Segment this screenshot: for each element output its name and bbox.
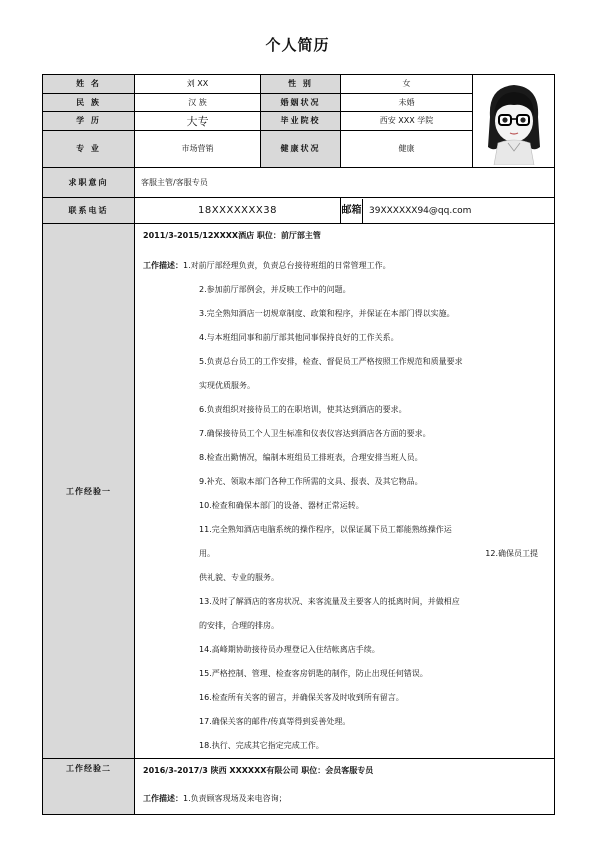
- list-item: 8.检查出勤情况，编制本班组员工排班表，合理安排当班人员。: [199, 453, 423, 462]
- list-item: 15.严格控制、管理、检查客房钥匙的制作，防止出现任何错误。: [199, 669, 428, 678]
- education-label: 学 历: [43, 112, 135, 131]
- name-value: 刘 XX: [135, 75, 261, 94]
- resume-table: [42, 74, 555, 815]
- list-item: 14.高峰期协助接待员办理登记入住结帐离店手续。: [199, 645, 380, 654]
- list-item: 2.参加前厅部例会，并反映工作中的问题。: [199, 285, 351, 294]
- list-item: [143, 542, 548, 566]
- school-value: 西安 XXX 学院: [341, 112, 473, 131]
- list-item: 3.完全熟知酒店一切规章制度、政策和程序，并保证在本部门得以实施。: [199, 309, 455, 318]
- email-cell: [341, 198, 555, 224]
- objective-value: 客服主管/客服专员: [135, 168, 555, 198]
- list-item: 6.负责组织对接待员工的在职培训，使其达到酒店的要求。: [199, 405, 407, 414]
- list-item: 1.负责顾客现场及来电咨询；: [183, 794, 287, 803]
- school-label: 毕业院校: [261, 112, 341, 131]
- email-label: 邮箱: [341, 199, 363, 223]
- list-item-text: 12.确保员工提: [485, 549, 539, 558]
- row-objective: [43, 168, 555, 198]
- avatar: [480, 77, 548, 165]
- email-value: 39XXXXXX94@qq.com: [369, 205, 472, 216]
- list-item: 实现优质服务。: [199, 381, 255, 390]
- gender-value: 女: [341, 75, 473, 94]
- photo-cell: [473, 75, 555, 168]
- health-label: 健康状况: [261, 130, 341, 167]
- list-item: 供礼貌、专业的服务。: [199, 573, 279, 582]
- phone-value: 18XXXXXXX38: [135, 198, 341, 224]
- list-item: 7.确保接待员工个人卫生标准和仪表仪容达到酒店各方面的要求。: [199, 429, 431, 438]
- list-item-text: 用。: [199, 549, 215, 558]
- marital-label: 婚姻状况: [261, 93, 341, 112]
- work1-header: 2011/3-2015/12XXXX酒店 职位：前厅部主管: [143, 231, 321, 240]
- list-item: 13.及时了解酒店的客房状况、来客流量及主要客人的抵离时间，并做相应: [199, 597, 460, 606]
- work1-description: [143, 254, 548, 758]
- health-value: 健康: [341, 130, 473, 167]
- row-contact: [43, 198, 555, 224]
- list-item: 1.对前厅部经理负责，负责总台接待班组的日常管理工作。: [183, 261, 391, 270]
- list-item: 的安排，合理的排房。: [199, 621, 279, 630]
- row-work1: [43, 224, 555, 759]
- work1-label: 工作经验一: [43, 224, 135, 759]
- work2-description: [143, 787, 548, 811]
- work1-body: [135, 224, 555, 759]
- major-label: 专 业: [43, 130, 135, 167]
- education-value: 大专: [135, 112, 261, 131]
- major-value: 市场营销: [135, 130, 261, 167]
- row-work2: [43, 759, 555, 815]
- row-name: [43, 75, 555, 94]
- list-item: 10.检查和确保本部门的设备、器材正常运转。: [199, 501, 364, 510]
- gender-label: 性 别: [261, 75, 341, 94]
- work2-label: 工作经验二: [43, 759, 135, 815]
- work2-header: 2016/3-2017/3 陕西 XXXXXX有限公司 职位：会员客服专员: [143, 766, 374, 775]
- list-item: 18.执行、完成其它指定完成工作。: [199, 741, 324, 750]
- list-item: 16.检查所有关客的留言，并确保关客及时收到所有留言。: [199, 693, 404, 702]
- objective-label: 求职意向: [43, 168, 135, 198]
- work2-body: [135, 759, 555, 815]
- page-title: 个人简历: [265, 36, 330, 54]
- work2-desc-label: 工作描述：: [143, 794, 183, 803]
- list-item: 17.确保关客的邮件/传真等得到妥善处理。: [199, 717, 351, 726]
- phone-label: 联系电话: [43, 198, 135, 224]
- name-label: 姓 名: [43, 75, 135, 94]
- list-item: 9.补充、领取本部门各种工作所需的文具、报表、及其它物品。: [199, 477, 423, 486]
- list-item: 4.与本班组同事和前厅部其他同事保持良好的工作关系。: [199, 333, 399, 342]
- ethnicity-value: 汉 族: [135, 93, 261, 112]
- work1-desc-label: 工作描述：: [143, 261, 183, 270]
- list-item: 5.负责总台员工的工作安排，检查、督促员工严格按照工作规范和质量要求: [199, 357, 463, 366]
- ethnicity-label: 民 族: [43, 93, 135, 112]
- marital-value: 未婚: [341, 93, 473, 112]
- list-item: 11.完全熟知酒店电脑系统的操作程序，以保证属下员工都能熟练操作运: [199, 525, 452, 534]
